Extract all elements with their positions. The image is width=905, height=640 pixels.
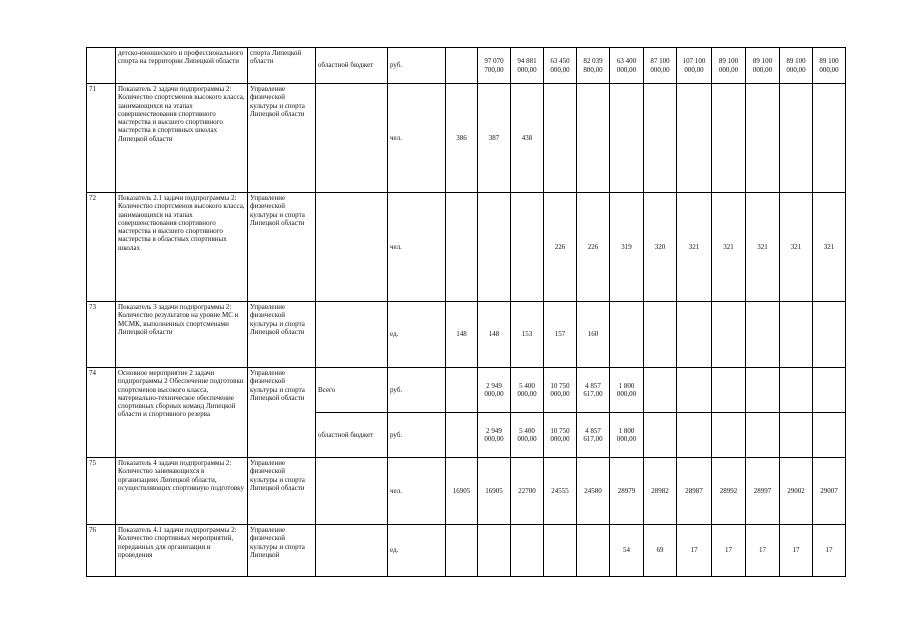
year-value (446, 525, 478, 577)
year-value (677, 368, 712, 413)
year-value (712, 302, 746, 368)
year-value (446, 193, 478, 302)
row-number: 72 (87, 193, 116, 302)
year-value: 17 (780, 525, 813, 577)
year-value (644, 302, 677, 368)
year-value: 29007 (813, 458, 846, 525)
year-value: 29002 (780, 458, 813, 525)
year-value (813, 413, 846, 458)
year-value: 4 857 617,00 (577, 368, 610, 413)
unit: ед. (388, 525, 446, 577)
year-value: 10 750 000,00 (544, 368, 577, 413)
year-value: 1 800 000,00 (610, 413, 644, 458)
year-value (780, 302, 813, 368)
year-value: 89 100 000,00 (712, 48, 746, 84)
year-value: 16905 (446, 458, 478, 525)
row-number: 74 (87, 368, 116, 458)
indicator-name: детско-юношеского и профессионального спорта на территории Липецкой области (116, 48, 248, 84)
year-value (712, 413, 746, 458)
year-value: 2 949 000,00 (478, 368, 511, 413)
year-value: 28979 (610, 458, 644, 525)
year-value: 63 400 000,00 (610, 48, 644, 84)
year-value: 28992 (712, 458, 746, 525)
table-row (87, 458, 846, 525)
year-value (478, 193, 511, 302)
year-value: 321 (813, 193, 846, 302)
year-value (746, 368, 780, 413)
year-value: 82 039 800,00 (577, 48, 610, 84)
executor: Управление физической культуры и спорта Липецкой (248, 525, 316, 577)
year-value (577, 525, 610, 577)
year-value: 321 (780, 193, 813, 302)
indicator-name: Основное мероприятие 2 задачи подпрограммы 2 Обеспечение подготовки спортсменов высокого класса, материально-техническое обеспечение спортивных сборных команд Липецкой области и спортивного резерва (116, 368, 248, 458)
year-value (746, 302, 780, 368)
year-value: 386 (446, 84, 478, 193)
year-value: 24555 (544, 458, 577, 525)
funding-source (316, 84, 388, 193)
year-value (644, 84, 677, 193)
year-value (644, 413, 677, 458)
year-value: 17 (746, 525, 780, 577)
year-value: 226 (544, 193, 577, 302)
row-number: 73 (87, 302, 116, 368)
year-value: 1 800 000,00 (610, 368, 644, 413)
year-value: 89 100 000,00 (746, 48, 780, 84)
table-row (87, 48, 846, 84)
year-value: 16905 (478, 458, 511, 525)
indicator-name: Показатель 2.1 задачи подпрограммы 2: Количество спортсменов высокого класса, занимающихся на этапах совершенствования спортивного мастерства и высшего спортивного мастерства в областных спортивных школах (116, 193, 248, 302)
year-value: 17 (677, 525, 712, 577)
unit: руб. (388, 413, 446, 458)
year-value: 22700 (511, 458, 544, 525)
year-value: 319 (610, 193, 644, 302)
year-value (780, 84, 813, 193)
funding-source (316, 525, 388, 577)
funding-source: областной бюджет (316, 48, 388, 84)
unit: чел. (388, 84, 446, 193)
year-value: 157 (544, 302, 577, 368)
year-value (544, 525, 577, 577)
year-value: 63 450 000,00 (544, 48, 577, 84)
table-row (87, 84, 846, 193)
year-value (746, 84, 780, 193)
year-value (478, 525, 511, 577)
funding-source: областной бюджет (316, 413, 388, 458)
year-value (544, 84, 577, 193)
year-value (677, 413, 712, 458)
year-value: 28997 (746, 458, 780, 525)
year-value: 89 100 000,00 (780, 48, 813, 84)
unit: чел. (388, 193, 446, 302)
funding-source (316, 458, 388, 525)
executor: спорта Липецкой области (248, 48, 316, 84)
year-value: 5 400 000,00 (511, 413, 544, 458)
executor: Управление физической культуры и спорта Липецкой области (248, 368, 316, 458)
year-value (610, 302, 644, 368)
executor: Управление физической культуры и спорта Липецкой области (248, 302, 316, 368)
year-value: 28982 (644, 458, 677, 525)
indicator-name: Показатель 4.1 задачи подпрограммы 2: Количество спортивных мероприятий, переданных для организации и проведения (116, 525, 248, 577)
year-value (746, 413, 780, 458)
year-value (511, 193, 544, 302)
year-value (446, 413, 478, 458)
executor: Управление физической культуры и спорта Липецкой области (248, 193, 316, 302)
year-value: 89 100 000,00 (813, 48, 846, 84)
year-value (644, 368, 677, 413)
table-row (87, 368, 846, 413)
year-value: 321 (712, 193, 746, 302)
document-sheet (86, 47, 846, 577)
year-value (712, 84, 746, 193)
year-value: 153 (511, 302, 544, 368)
indicator-name: Показатель 2 задачи подпрограммы 2: Количество спортсменов высокого класса, занимающихся на этапах совершенствования спортивного мастерства и высшего спортивного мастерства в спортивных школах Липецкой области (116, 84, 248, 193)
year-value: 4 857 617,00 (577, 413, 610, 458)
row-number: 75 (87, 458, 116, 525)
year-value (780, 413, 813, 458)
year-value: 160 (577, 302, 610, 368)
indicator-name: Показатель 3 задачи подпрограммы 2: Количество результатов на уровне МС и МСМК, выполненных спортсменами Липецкой области (116, 302, 248, 368)
row-number: 76 (87, 525, 116, 577)
executor: Управление физической культуры и спорта Липецкой области (248, 84, 316, 193)
table-row (87, 525, 846, 577)
year-value: 94 881 000,00 (511, 48, 544, 84)
year-value: 321 (677, 193, 712, 302)
year-value: 10 750 000,00 (544, 413, 577, 458)
year-value (780, 368, 813, 413)
row-number: 71 (87, 84, 116, 193)
year-value (511, 525, 544, 577)
year-value: 97 070 700,00 (478, 48, 511, 84)
unit: ед. (388, 302, 446, 368)
year-value (813, 368, 846, 413)
year-value: 87 100 000,00 (644, 48, 677, 84)
year-value (677, 302, 712, 368)
year-value: 2 949 000,00 (478, 413, 511, 458)
year-value: 321 (746, 193, 780, 302)
year-value: 148 (478, 302, 511, 368)
indicators-table (86, 47, 846, 577)
year-value: 17 (712, 525, 746, 577)
year-value (712, 368, 746, 413)
row-number (87, 48, 116, 84)
table-row (87, 302, 846, 368)
table-row (87, 193, 846, 302)
year-value: 387 (478, 84, 511, 193)
funding-source (316, 302, 388, 368)
year-value: 226 (577, 193, 610, 302)
year-value: 148 (446, 302, 478, 368)
year-value: 24580 (577, 458, 610, 525)
year-value (446, 368, 478, 413)
funding-source: Всего (316, 368, 388, 413)
year-value: 69 (644, 525, 677, 577)
year-value (677, 84, 712, 193)
year-value: 17 (813, 525, 846, 577)
year-value: 54 (610, 525, 644, 577)
year-value: 28987 (677, 458, 712, 525)
year-value: 438 (511, 84, 544, 193)
year-value (610, 84, 644, 193)
year-value: 5 400 000,00 (511, 368, 544, 413)
unit: руб. (388, 48, 446, 84)
unit: руб. (388, 368, 446, 413)
indicator-name: Показатель 4 задачи подпрограммы 2: Количество занимающихся в организациях Липецкой области, осуществляющих спортивную подготовку (116, 458, 248, 525)
year-value: 107 100 000,00 (677, 48, 712, 84)
year-value (813, 302, 846, 368)
year-value (577, 84, 610, 193)
unit: чел. (388, 458, 446, 525)
funding-source (316, 193, 388, 302)
executor: Управление физической культуры и спорта Липецкой области (248, 458, 316, 525)
year-value (446, 48, 478, 84)
year-value (813, 84, 846, 193)
year-value: 320 (644, 193, 677, 302)
